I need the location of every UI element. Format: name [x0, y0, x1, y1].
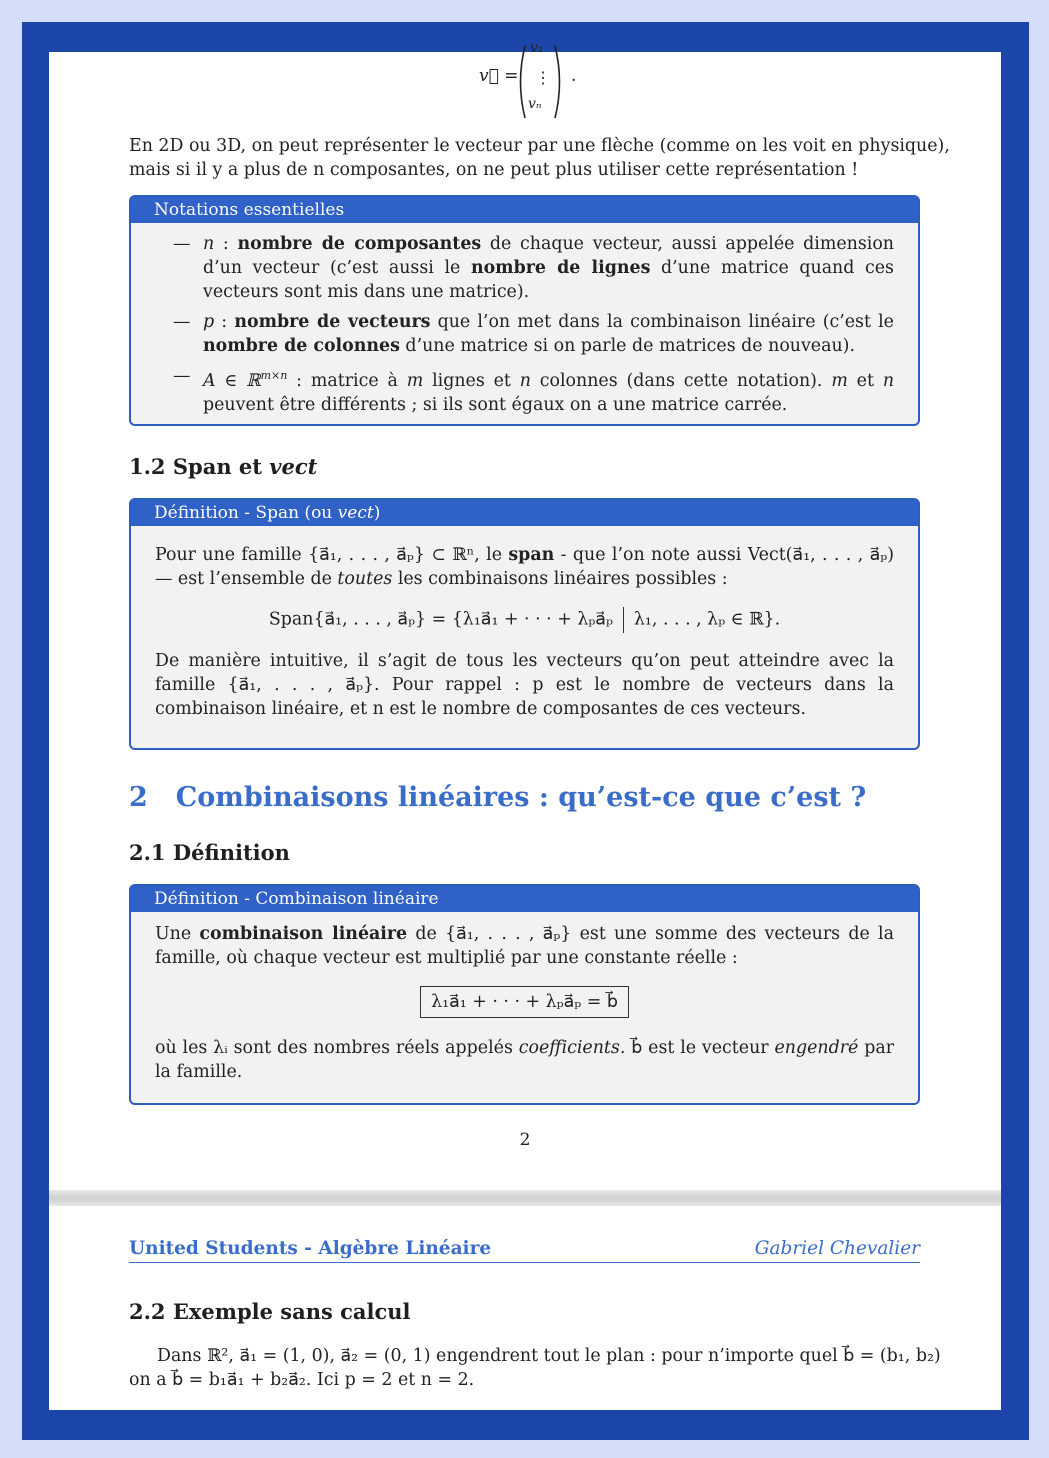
span-definition-box	[129, 498, 920, 750]
dash-bullet: —	[173, 312, 191, 332]
intro-line-1: En 2D ou 3D, on peut représenter le vecteur par une flèche (comme on les voit en physique),	[129, 136, 950, 156]
span-definition-body	[131, 526, 918, 721]
page-1	[49, 40, 1001, 1190]
subsection-2-2-heading: 2.2 Exemple sans calcul	[129, 1299, 411, 1324]
combination-definition-title: Définition - Combinaison linéaire	[131, 886, 918, 912]
notations-box	[129, 195, 920, 426]
example-line-1: Dans ℝ², a⃗₁ = (1, 0), a⃗₂ = (0, 1) engendrent tout le plan : pour n’importe quel b⃗ = (b₁, b₂)	[157, 1346, 941, 1366]
section-2-heading: 2 Combinaisons linéaires : qu’est-ce que c’est ?	[129, 782, 867, 813]
notation-item-p: — p : nombre de vecteurs que l’on met dans la combinaison linéaire (c’est le nombre de colonnes d’une matrice si on parle de matrices de nouveau).	[173, 312, 894, 356]
such-that-bar	[623, 607, 624, 633]
intro-paragraph	[129, 134, 950, 182]
subsection-2-1-heading: 2.1 Définition	[129, 840, 290, 865]
notations-box-body	[131, 223, 918, 417]
coefficients-text: où les λᵢ sont des nombres réels appelés coefficients. b⃗ est le vecteur engendré par la famille.	[155, 1038, 895, 1082]
column-vector-equation	[479, 40, 619, 118]
span-formula: Span{a⃗₁, . . . , a⃗ₚ} = {λ₁a⃗₁ + · · · + λₚa⃗ₚ λ₁, . . . , λₚ ∈ ℝ}.	[155, 607, 894, 633]
subsection-1-2-heading: 1.2 Span et vect	[129, 454, 318, 479]
span-definition-title: Définition - Span (ou vect)	[131, 500, 918, 526]
intro-line-2: mais si il y a plus de n composantes, on ne peut plus utiliser cette représentation !	[129, 160, 859, 180]
left-paren	[515, 46, 527, 118]
span-definition-text: Pour une famille {a⃗₁, . . . , a⃗ₚ} ⊂ ℝⁿ, le span - que l’on note aussi Vect(a⃗₁, . . . , a⃗ₚ) — est l’ensemble de toutes les combinaisons linéaires possibles :	[155, 545, 895, 589]
vector-top-entry: v₁	[530, 40, 544, 56]
notation-item-matrix: — A ∈ ℝ$^{m\times n}$ : matrice à m lignes et n colonnes (dans cette notation). m et n peuvent être différents ; si ils sont égaux on a une matrice carrée.	[173, 366, 895, 415]
span-intuition-text: De manière intuitive, il s’agit de tous les vecteurs qu’on peut atteindre avec la famille {a⃗₁, . . . , a⃗ₚ}. Pour rappel : p est le nombre de vecteurs dans la combinaison linéaire, et n est le nombre de composantes de ces vecteurs.	[155, 651, 894, 719]
header-rule	[129, 1262, 920, 1263]
boxed-formula: λ₁a⃗₁ + · · · + λₚa⃗ₚ = b⃗	[420, 986, 629, 1018]
vector-lhs: v⃗ =	[479, 66, 519, 86]
page-2	[49, 1206, 1001, 1410]
combination-definition-body	[131, 912, 918, 1084]
vector-dots: ⋮	[535, 68, 551, 87]
example-line-2: on a b⃗ = b₁a⃗₁ + b₂a⃗₂. Ici p = 2 et n = 2.	[129, 1370, 475, 1390]
vector-bottom-entry: vₙ	[528, 96, 542, 112]
page-number: 2	[519, 1130, 531, 1150]
combination-definition-text: Une combinaison linéaire de {a⃗₁, . . . , a⃗ₚ} est une somme des vecteurs de la famille, où chaque vecteur est multiplié par une constante réelle :	[155, 924, 894, 968]
vector-tail: .	[571, 66, 577, 86]
example-paragraph	[129, 1344, 941, 1392]
combination-definition-box	[129, 884, 920, 1105]
dash-bullet: —	[173, 366, 191, 386]
notations-box-title: Notations essentielles	[131, 197, 918, 223]
notation-item-n: — n : nombre de composantes de chaque vecteur, aussi appelée dimension d’un vecteur (c’est aussi le nombre de lignes d’une matrice quand ces vecteurs sont mis dans une matrice).	[173, 234, 894, 302]
header-author: Gabriel Chevalier	[754, 1238, 920, 1259]
right-paren	[553, 46, 565, 118]
header-course-title: United Students - Algèbre Linéaire	[129, 1238, 492, 1259]
combination-formula-row	[155, 986, 894, 1018]
page-separator	[49, 1190, 1001, 1206]
dash-bullet: —	[173, 234, 191, 254]
